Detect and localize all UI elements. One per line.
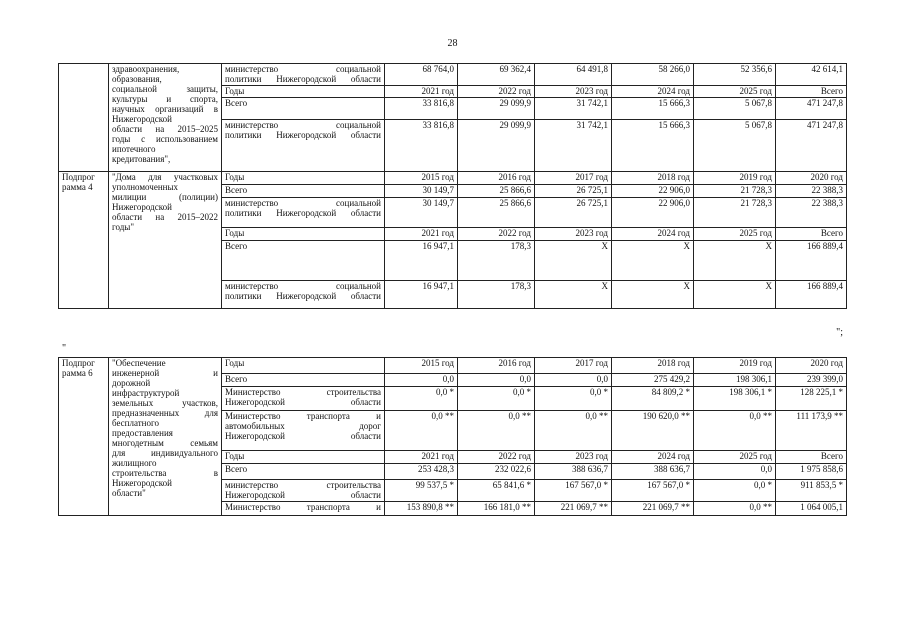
source-label-line: министерство социальной (225, 64, 381, 74)
source-label-line: министерство социальной (225, 198, 381, 208)
program-description-line: "Обеспечение (112, 358, 166, 368)
value-cell: 0,0 * (535, 387, 612, 411)
value-cell: 2025 год (694, 228, 776, 241)
section-label: рамма 6 (62, 368, 93, 378)
value-cell: 2018 год (612, 172, 694, 185)
value-cell: 0,0 ** (458, 411, 535, 451)
source-label-line: Всего (225, 464, 248, 474)
value-cell: X (612, 241, 694, 281)
value-cell: 65 841,6 * (458, 480, 535, 502)
source-label-cell (222, 281, 385, 309)
source-label-line: Годы (225, 358, 245, 368)
value-cell: 2022 год (458, 86, 535, 98)
source-label-line: министерство социальной (225, 281, 381, 291)
value-cell: 29 099,9 (458, 120, 535, 172)
program-description-line: научных организаций в (112, 104, 218, 114)
source-label-line: Нижегородской области (225, 431, 381, 441)
source-label-line: Министерство транспорта и (225, 411, 381, 421)
program-description-line: Нижегородской (112, 114, 172, 124)
program-description-line: области на 2015–2022 (112, 212, 218, 222)
value-cell: 21 728,3 (694, 198, 776, 228)
value-cell: X (535, 281, 612, 309)
value-cell: X (535, 241, 612, 281)
value-cell: 0,0 (458, 374, 535, 387)
value-cell: 84 809,2 * (612, 387, 694, 411)
value-cell: 178,3 (458, 281, 535, 309)
source-label-cell (222, 411, 385, 451)
value-cell: 1 064 005,1 (776, 502, 847, 516)
value-cell: 167 567,0 * (535, 480, 612, 502)
value-cell: 25 866,6 (458, 185, 535, 198)
source-label-cell (222, 120, 385, 172)
program-description-line: милиции (полиции) (112, 192, 218, 202)
value-cell: 2023 год (535, 451, 612, 464)
value-cell: 2021 год (385, 86, 458, 98)
value-cell: 21 728,3 (694, 185, 776, 198)
source-label-line: Нижегородской области (225, 490, 381, 500)
value-cell: 2024 год (612, 228, 694, 241)
value-cell: Всего (776, 451, 847, 464)
source-label-line: политики Нижегородской области (225, 208, 381, 218)
source-label-cell (222, 241, 385, 281)
section-cell (59, 64, 109, 172)
value-cell: 0,0 (385, 374, 458, 387)
program-description-line: годы с использованием (112, 134, 218, 144)
program-description (109, 172, 222, 309)
value-cell: 0,0 ** (385, 411, 458, 451)
source-label-cell (222, 387, 385, 411)
section-cell (59, 172, 109, 309)
value-cell: 1 975 858,6 (776, 464, 847, 480)
value-cell: 166 889,4 (776, 281, 847, 309)
section-label: Подпрог (62, 358, 95, 368)
source-label-cell (222, 86, 385, 98)
value-cell: 26 725,1 (535, 198, 612, 228)
value-cell: X (694, 241, 776, 281)
source-label-line: Всего (225, 241, 248, 251)
program-description-line: уполномоченных (112, 182, 178, 192)
source-label-cell (222, 464, 385, 480)
program-description-line: строительства в (112, 468, 218, 478)
section-label: Подпрог (62, 172, 95, 182)
source-label-line: политики Нижегородской области (225, 74, 381, 84)
source-label-cell (222, 480, 385, 502)
source-label-line: политики Нижегородской области (225, 291, 381, 301)
program-description-line: кредитования", (112, 154, 171, 164)
value-cell: Всего (776, 86, 847, 98)
value-cell: 221 069,7 ** (612, 502, 694, 516)
value-cell: 166 181,0 ** (458, 502, 535, 516)
value-cell: 232 022,6 (458, 464, 535, 480)
source-label-cell (222, 358, 385, 374)
program-description-line: годы" (112, 222, 135, 232)
value-cell: 198 306,1 * (694, 387, 776, 411)
value-cell: 471 247,8 (776, 98, 847, 120)
value-cell: X (694, 281, 776, 309)
funding-table-1 (58, 63, 847, 309)
source-label-cell (222, 185, 385, 198)
program-description-line: для индивидуального (112, 448, 218, 458)
program-description-line: образования, (112, 74, 162, 84)
value-cell: 5 067,8 (694, 98, 776, 120)
program-description-line: инженерной и (112, 368, 218, 378)
source-label-line: Всего (225, 185, 248, 195)
source-label-line: Министерство строительства (225, 387, 381, 397)
value-cell: 52 356,6 (694, 64, 776, 86)
value-cell: 239 399,0 (776, 374, 847, 387)
value-cell: 29 099,9 (458, 98, 535, 120)
opening-quote: " (62, 343, 67, 354)
source-label-cell (222, 98, 385, 120)
value-cell: 388 636,7 (535, 464, 612, 480)
table-row (59, 64, 847, 86)
value-cell: 153 890,8 ** (385, 502, 458, 516)
program-description-line: Нижегородской (112, 478, 172, 488)
source-label-line: автомобильных дорог (225, 421, 381, 431)
value-cell: 2016 год (458, 358, 535, 374)
page-number: 28 (447, 38, 458, 49)
value-cell: 2025 год (694, 451, 776, 464)
program-description-line: области на 2015–2025 (112, 124, 218, 134)
source-label-cell (222, 64, 385, 86)
value-cell: 0,0 ** (694, 411, 776, 451)
value-cell: 2015 год (385, 358, 458, 374)
value-cell: 64 491,8 (535, 64, 612, 86)
value-cell: 128 225,1 * (776, 387, 847, 411)
table-row (59, 358, 847, 374)
source-label-cell (222, 198, 385, 228)
program-description-line: жилищного (112, 458, 157, 468)
value-cell: 221 069,7 ** (535, 502, 612, 516)
source-label-line: Годы (225, 451, 245, 461)
value-cell: 99 537,5 * (385, 480, 458, 502)
value-cell: 911 853,5 * (776, 480, 847, 502)
value-cell: 16 947,1 (385, 281, 458, 309)
value-cell: 471 247,8 (776, 120, 847, 172)
value-cell: 2023 год (535, 86, 612, 98)
funding-table-2 (58, 357, 847, 516)
value-cell: 2016 год (458, 172, 535, 185)
source-label-line: Нижегородской области (225, 397, 381, 407)
value-cell: 0,0 * (694, 480, 776, 502)
value-cell: 30 149,7 (385, 198, 458, 228)
value-cell: 69 362,4 (458, 64, 535, 86)
program-description-line: культуры и спорта, (112, 94, 218, 104)
value-cell: 22 906,0 (612, 185, 694, 198)
value-cell: 2025 год (694, 86, 776, 98)
value-cell: 0,0 ** (535, 411, 612, 451)
section-cell (59, 358, 109, 516)
value-cell: 0,0 * (458, 387, 535, 411)
program-description-line: здравоохранения, (112, 64, 180, 74)
closing-quote: "; (836, 327, 843, 338)
value-cell: 167 567,0 * (612, 480, 694, 502)
source-label-cell (222, 172, 385, 185)
table-row (59, 172, 847, 185)
program-description-line: Нижегородской (112, 202, 172, 212)
value-cell: 166 889,4 (776, 241, 847, 281)
value-cell: 16 947,1 (385, 241, 458, 281)
source-label-line: министерство социальной (225, 120, 381, 130)
program-description-line: земельных участков, (112, 398, 218, 408)
value-cell: 2023 год (535, 228, 612, 241)
section-label: рамма 4 (62, 182, 93, 192)
value-cell: 0,0 ** (694, 502, 776, 516)
value-cell: 0,0 (694, 464, 776, 480)
program-description-line: предоставления (112, 428, 173, 438)
value-cell: 30 149,7 (385, 185, 458, 198)
program-description (109, 358, 222, 516)
value-cell: 0,0 (535, 374, 612, 387)
value-cell: Всего (776, 228, 847, 241)
value-cell: 178,3 (458, 241, 535, 281)
value-cell: 31 742,1 (535, 98, 612, 120)
program-description-line: предназначенных для (112, 408, 218, 418)
program-description-line: области" (112, 488, 146, 498)
value-cell: 0,0 * (385, 387, 458, 411)
program-description-line: "Дома для участковых (112, 172, 218, 182)
value-cell: 198 306,1 (694, 374, 776, 387)
value-cell: 2015 год (385, 172, 458, 185)
program-description-line: инфраструктурой (112, 388, 180, 398)
source-label-cell (222, 228, 385, 241)
value-cell: 190 620,0 ** (612, 411, 694, 451)
source-label-line: Годы (225, 86, 245, 96)
program-description (109, 64, 222, 172)
program-description-line: бесплатного (112, 418, 159, 428)
value-cell: 2024 год (612, 451, 694, 464)
value-cell: 26 725,1 (535, 185, 612, 198)
value-cell: 2021 год (385, 228, 458, 241)
source-label-line: политики Нижегородской области (225, 130, 381, 140)
source-label-line: Годы (225, 172, 245, 182)
source-label-line: министерство строительства (225, 480, 381, 490)
value-cell: 2022 год (458, 228, 535, 241)
value-cell: 2020 год (776, 172, 847, 185)
value-cell: 253 428,3 (385, 464, 458, 480)
value-cell: 388 636,7 (612, 464, 694, 480)
source-label-line: Годы (225, 228, 245, 238)
program-description-line: многодетным семьям (112, 438, 218, 448)
source-label-line: Всего (225, 98, 248, 108)
value-cell: 2017 год (535, 172, 612, 185)
source-label-line: Всего (225, 374, 248, 384)
value-cell: 2020 год (776, 358, 847, 374)
value-cell: 42 614,1 (776, 64, 847, 86)
value-cell: 111 173,9 ** (776, 411, 847, 451)
source-label-cell (222, 374, 385, 387)
value-cell: 25 866,6 (458, 198, 535, 228)
value-cell: 2018 год (612, 358, 694, 374)
value-cell: X (612, 281, 694, 309)
program-description-line: ипотечного (112, 144, 156, 154)
value-cell: 2022 год (458, 451, 535, 464)
source-label-line: Министерство транспорта и (225, 502, 381, 512)
value-cell: 15 666,3 (612, 120, 694, 172)
value-cell: 22 906,0 (612, 198, 694, 228)
program-description-line: дорожной (112, 378, 151, 388)
value-cell: 2019 год (694, 358, 776, 374)
value-cell: 22 388,3 (776, 198, 847, 228)
value-cell: 2019 год (694, 172, 776, 185)
source-label-cell (222, 451, 385, 464)
value-cell: 22 388,3 (776, 185, 847, 198)
value-cell: 33 816,8 (385, 120, 458, 172)
source-label-cell (222, 502, 385, 516)
value-cell: 2017 год (535, 358, 612, 374)
value-cell: 15 666,3 (612, 98, 694, 120)
program-description-line: социальной защиты, (112, 84, 218, 94)
value-cell: 58 266,0 (612, 64, 694, 86)
value-cell: 33 816,8 (385, 98, 458, 120)
value-cell: 5 067,8 (694, 120, 776, 172)
value-cell: 31 742,1 (535, 120, 612, 172)
value-cell: 2021 год (385, 451, 458, 464)
value-cell: 68 764,0 (385, 64, 458, 86)
value-cell: 275 429,2 (612, 374, 694, 387)
value-cell: 2024 год (612, 86, 694, 98)
